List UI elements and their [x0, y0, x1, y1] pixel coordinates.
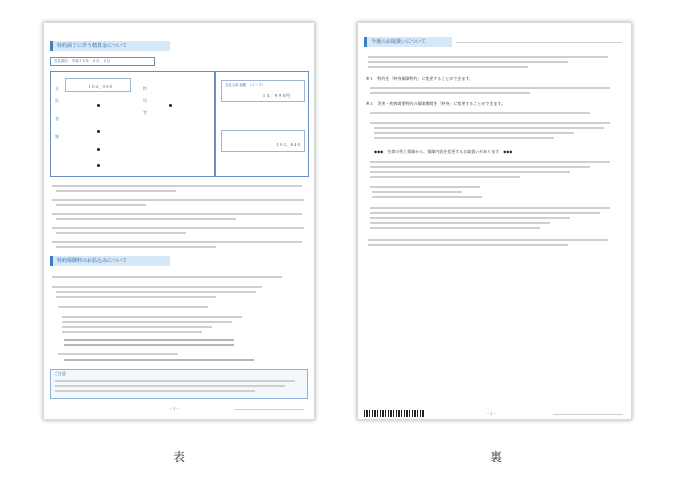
- bullet-mark: [97, 104, 100, 107]
- amount-cell-1: [65, 78, 131, 92]
- bullet-mark: [97, 130, 100, 133]
- table-side-label: 支 払 金 額: [55, 86, 59, 139]
- payment-date-line: 支払期日 平成２６年 ６月 ６日: [54, 59, 110, 63]
- refund-table-left: [50, 71, 215, 177]
- refund-value: １０２，８４０: [276, 143, 301, 147]
- page-number: －２－: [486, 412, 497, 416]
- bullet-mark: [97, 164, 100, 167]
- section-title-future: 今後のお取扱いについて: [364, 37, 452, 47]
- page-number: －１－: [169, 407, 180, 411]
- bullet-mark: [97, 148, 100, 151]
- option-2: ※２ 災害・疾病関係特約の保険期間を「終身」に変更することができます。: [366, 101, 506, 106]
- table-side-label-2: 特 約 等: [143, 86, 147, 115]
- back-page: [357, 22, 632, 420]
- amount-value-1: １０４，０００: [88, 85, 113, 89]
- total-cell: [221, 80, 305, 102]
- option-3-heading: ◆◆◆ 生命の死亡保障から、保障内容を変更するお取扱いがあります ◆◆◆: [374, 149, 513, 154]
- caution-box: [50, 369, 308, 399]
- bullet-mark: [169, 104, 172, 107]
- section-title-refund: 特約満了に伴う精算金について: [50, 41, 170, 51]
- barcode: [364, 410, 424, 417]
- caption-back: 裏: [489, 450, 502, 464]
- option-1: ※１ 特約を「終身保障特約」に変更することができます。: [366, 76, 474, 81]
- refund-cell: [221, 130, 305, 152]
- section-title-premium: 特約保険料のお払込みについて: [50, 256, 170, 266]
- caption-front: 表: [172, 450, 185, 464]
- total-value: １５，９９０円: [262, 93, 290, 98]
- caution-label: ご注意: [54, 371, 66, 376]
- notice-box: [50, 57, 155, 66]
- total-label: 支払合計金額 （１－２）: [225, 83, 266, 87]
- front-page: [43, 22, 315, 420]
- refund-table-right: [215, 71, 309, 177]
